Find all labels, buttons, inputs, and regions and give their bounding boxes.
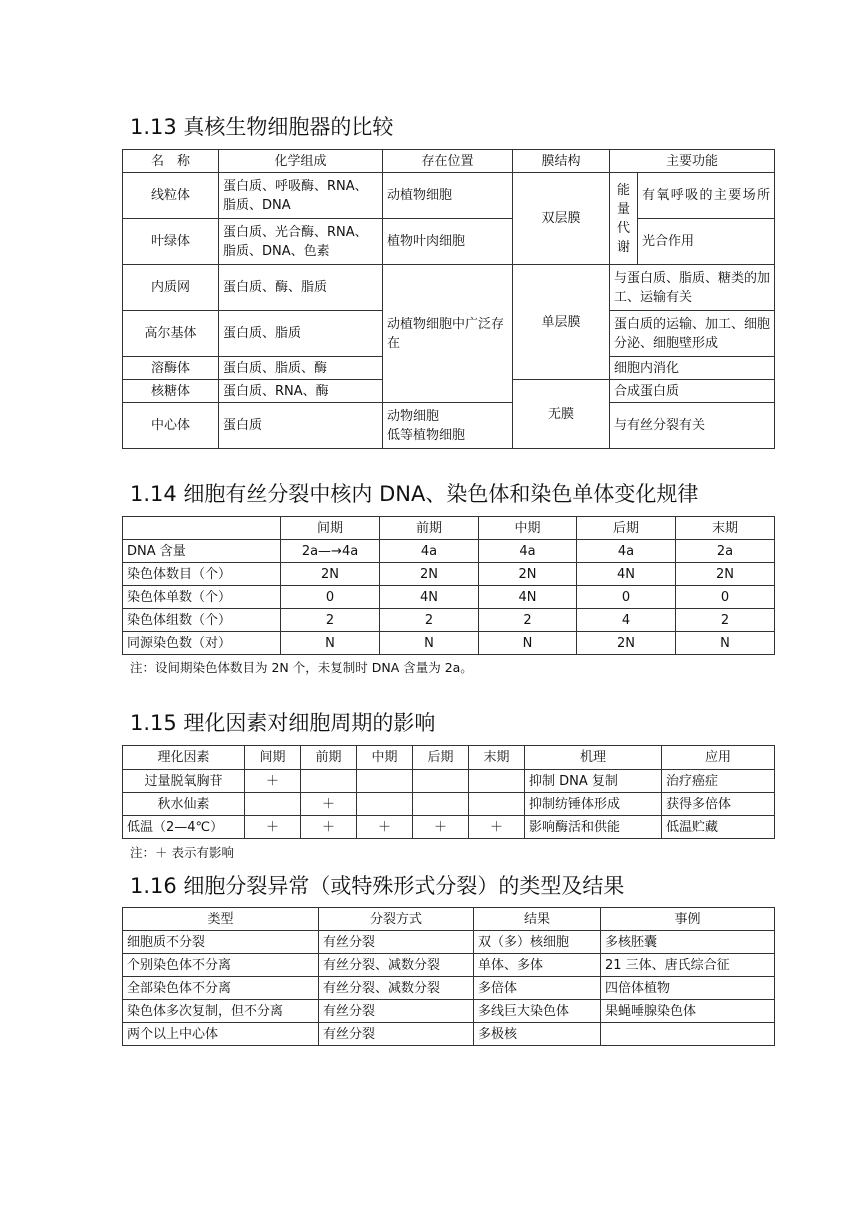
- table-cell: 多线巨大染色体: [474, 1000, 601, 1023]
- membrane-cell: 无膜: [513, 380, 610, 449]
- composition-cell: 蛋白质、呼吸酶、RNA、脂质、DNA: [219, 173, 383, 219]
- header-cell: 后期: [577, 517, 676, 540]
- header-cell: 间期: [281, 517, 380, 540]
- table-cell: 2: [380, 609, 479, 632]
- organelle-name: 溶酶体: [123, 357, 219, 380]
- location-cell: 动植物细胞中广泛存在: [383, 265, 513, 403]
- table-row: [123, 770, 775, 793]
- location-cell: 植物叶肉细胞: [383, 219, 513, 265]
- table-row: [123, 265, 775, 311]
- table-row: [123, 586, 775, 609]
- membrane-cell: 双层膜: [513, 173, 610, 265]
- table-cell: 2: [281, 609, 380, 632]
- table-cell: N: [281, 632, 380, 655]
- table-cell: 2N: [577, 632, 676, 655]
- header-location: 存在位置: [383, 150, 513, 173]
- header-cell: 中期: [357, 746, 413, 770]
- function-cell: 与有丝分裂有关: [610, 403, 775, 449]
- table-cell: 2N: [281, 563, 380, 586]
- section-title-1-13: 1.13 真核生物细胞器的比较: [130, 115, 394, 139]
- table-cell: 有丝分裂: [319, 931, 474, 954]
- table-cell: 双（多）核细胞: [474, 931, 601, 954]
- function-cell: 与蛋白质、脂质、糖类的加工、运输有关: [610, 265, 775, 311]
- header-membrane: 膜结构: [513, 150, 610, 173]
- section-title-1-16: 1.16 细胞分裂异常（或特殊形式分裂）的类型及结果: [130, 874, 625, 898]
- row-label: 染色体组数（个）: [123, 609, 281, 632]
- section-title-1-15: 1.15 理化因素对细胞周期的影响: [130, 711, 436, 735]
- table-cell: 4a: [479, 540, 577, 563]
- table-cell: N: [676, 632, 775, 655]
- composition-cell: 蛋白质、RNA、酶: [219, 380, 383, 403]
- table-cell: ＋: [301, 816, 357, 839]
- table-cell: 多核胚囊: [601, 931, 775, 954]
- table-cell: [601, 1023, 775, 1046]
- table-cell: ＋: [413, 816, 469, 839]
- table-cell: 抑制 DNA 复制: [525, 770, 662, 793]
- header-cell: 前期: [380, 517, 479, 540]
- header-cell: 应用: [662, 746, 775, 770]
- header-composition: 化学组成: [219, 150, 383, 173]
- table-cell: 21 三体、唐氏综合征: [601, 954, 775, 977]
- function-cell: 蛋白质的运输、加工、细胞分泌、细胞壁形成: [610, 311, 775, 357]
- header-cell: 中期: [479, 517, 577, 540]
- location-cell: 动植物细胞: [383, 173, 513, 219]
- mitosis-table: [122, 516, 775, 655]
- composition-cell: 蛋白质、脂质、酶: [219, 357, 383, 380]
- table-cell: 4N: [577, 563, 676, 586]
- table-cell: [245, 793, 301, 816]
- membrane-cell: 单层膜: [513, 265, 610, 380]
- row-label: 过量脱氧胸苷: [123, 770, 245, 793]
- table-header-row: [123, 517, 775, 540]
- organelle-name: 线粒体: [123, 173, 219, 219]
- header-cell: 前期: [301, 746, 357, 770]
- table-row: [123, 816, 775, 839]
- row-label: 同源染色数（对）: [123, 632, 281, 655]
- header-cell: 事例: [601, 908, 775, 931]
- table-cell: [357, 793, 413, 816]
- table-cell: 全部染色体不分离: [123, 977, 319, 1000]
- table-row: [123, 1000, 775, 1023]
- table-cell: 影响酶活和供能: [525, 816, 662, 839]
- table-cell: 4: [577, 609, 676, 632]
- row-label: 低温（2—4℃）: [123, 816, 245, 839]
- table-cell: 0: [281, 586, 380, 609]
- table-cell: ＋: [245, 816, 301, 839]
- row-label: 染色体单数（个）: [123, 586, 281, 609]
- table-row: [123, 609, 775, 632]
- function-cell: 合成蛋白质: [610, 380, 775, 403]
- location-cell: [383, 403, 513, 449]
- table-cell: 果蝇唾腺染色体: [601, 1000, 775, 1023]
- table-header-row: [123, 150, 775, 173]
- table-cell: 2N: [380, 563, 479, 586]
- organelle-name: 内质网: [123, 265, 219, 311]
- organelle-name: 高尔基体: [123, 311, 219, 357]
- energy-metabolism-cell: [610, 173, 638, 265]
- composition-cell: 蛋白质、酶、脂质: [219, 265, 383, 311]
- table-cell: 有丝分裂: [319, 1023, 474, 1046]
- header-name: 名 称: [123, 150, 219, 173]
- table-cell: 2N: [676, 563, 775, 586]
- organelle-name: 叶绿体: [123, 219, 219, 265]
- table-cell: 2N: [479, 563, 577, 586]
- table-note: 注：设间期染色体数目为 2N 个，未复制时 DNA 含量为 2a。: [130, 660, 473, 675]
- table-row: [123, 540, 775, 563]
- table-cell: 多极核: [474, 1023, 601, 1046]
- cell-cycle-factors-table: [122, 745, 775, 839]
- table-header-row: [123, 908, 775, 931]
- table-note: 注：＋ 表示有影响: [130, 845, 234, 860]
- table-cell: 0: [577, 586, 676, 609]
- composition-cell: 蛋白质: [219, 403, 383, 449]
- table-cell: 获得多倍体: [662, 793, 775, 816]
- table-row: [123, 793, 775, 816]
- function-cell: 有氧呼吸的主要场所: [638, 173, 775, 219]
- energy-char: 谢: [616, 239, 630, 255]
- table-cell: ＋: [357, 816, 413, 839]
- header-cell: 机理: [525, 746, 662, 770]
- organelle-comparison-table: [122, 149, 775, 449]
- table-cell: ＋: [469, 816, 525, 839]
- header-cell: 分裂方式: [319, 908, 474, 931]
- table-cell: 抑制纺锤体形成: [525, 793, 662, 816]
- table-cell: 四倍体植物: [601, 977, 775, 1000]
- table-row: [123, 1023, 775, 1046]
- header-cell: 末期: [676, 517, 775, 540]
- header-cell: 类型: [123, 908, 319, 931]
- header-cell: [123, 517, 281, 540]
- table-row: [123, 931, 775, 954]
- table-header-row: [123, 746, 775, 770]
- row-label: 染色体数目（个）: [123, 563, 281, 586]
- table-row: [123, 219, 775, 265]
- table-cell: [469, 793, 525, 816]
- header-cell: 间期: [245, 746, 301, 770]
- location-line: 低等植物细胞: [387, 427, 466, 443]
- table-cell: 4N: [380, 586, 479, 609]
- abnormal-division-table: [122, 907, 775, 1046]
- composition-cell: 蛋白质、光合酶、RNA、脂质、DNA、色素: [219, 219, 383, 265]
- table-cell: 2a: [676, 540, 775, 563]
- table-cell: 低温贮藏: [662, 816, 775, 839]
- table-cell: 单体、多体: [474, 954, 601, 977]
- function-cell: 细胞内消化: [610, 357, 775, 380]
- table-cell: 2a—→4a: [281, 540, 380, 563]
- table-cell: 个别染色体不分离: [123, 954, 319, 977]
- table-cell: [413, 770, 469, 793]
- table-cell: ＋: [301, 793, 357, 816]
- table-cell: 有丝分裂: [319, 1000, 474, 1023]
- row-label: DNA 含量: [123, 540, 281, 563]
- table-cell: [469, 770, 525, 793]
- table-row: [123, 563, 775, 586]
- table-cell: N: [479, 632, 577, 655]
- table-cell: 0: [676, 586, 775, 609]
- table-cell: [301, 770, 357, 793]
- function-cell: 光合作用: [638, 219, 775, 265]
- composition-cell: 蛋白质、脂质: [219, 311, 383, 357]
- header-cell: 结果: [474, 908, 601, 931]
- table-cell: N: [380, 632, 479, 655]
- table-cell: 2: [676, 609, 775, 632]
- table-cell: 有丝分裂、减数分裂: [319, 954, 474, 977]
- table-cell: 治疗癌症: [662, 770, 775, 793]
- table-cell: 4a: [577, 540, 676, 563]
- location-line: 动物细胞: [387, 408, 440, 424]
- table-row: [123, 403, 775, 449]
- table-cell: 两个以上中心体: [123, 1023, 319, 1046]
- table-row: [123, 632, 775, 655]
- table-cell: 4a: [380, 540, 479, 563]
- table-cell: 细胞质不分裂: [123, 931, 319, 954]
- table-row: [123, 173, 775, 219]
- organelle-name: 中心体: [123, 403, 219, 449]
- table-row: [123, 977, 775, 1000]
- header-function: 主要功能: [610, 150, 775, 173]
- table-cell: 2: [479, 609, 577, 632]
- energy-char: 能: [616, 182, 630, 198]
- energy-char: 代: [616, 220, 630, 236]
- table-cell: ＋: [245, 770, 301, 793]
- header-cell: 理化因素: [123, 746, 245, 770]
- table-cell: 多倍体: [474, 977, 601, 1000]
- table-cell: 有丝分裂、减数分裂: [319, 977, 474, 1000]
- organelle-name: 核糖体: [123, 380, 219, 403]
- table-cell: [357, 770, 413, 793]
- header-cell: 后期: [413, 746, 469, 770]
- table-row: [123, 954, 775, 977]
- section-title-1-14: 1.14 细胞有丝分裂中核内 DNA、染色体和染色单体变化规律: [130, 482, 699, 506]
- header-cell: 末期: [469, 746, 525, 770]
- table-cell: [413, 793, 469, 816]
- energy-char: 量: [616, 201, 630, 217]
- table-cell: 染色体多次复制，但不分离: [123, 1000, 319, 1023]
- table-cell: 4N: [479, 586, 577, 609]
- row-label: 秋水仙素: [123, 793, 245, 816]
